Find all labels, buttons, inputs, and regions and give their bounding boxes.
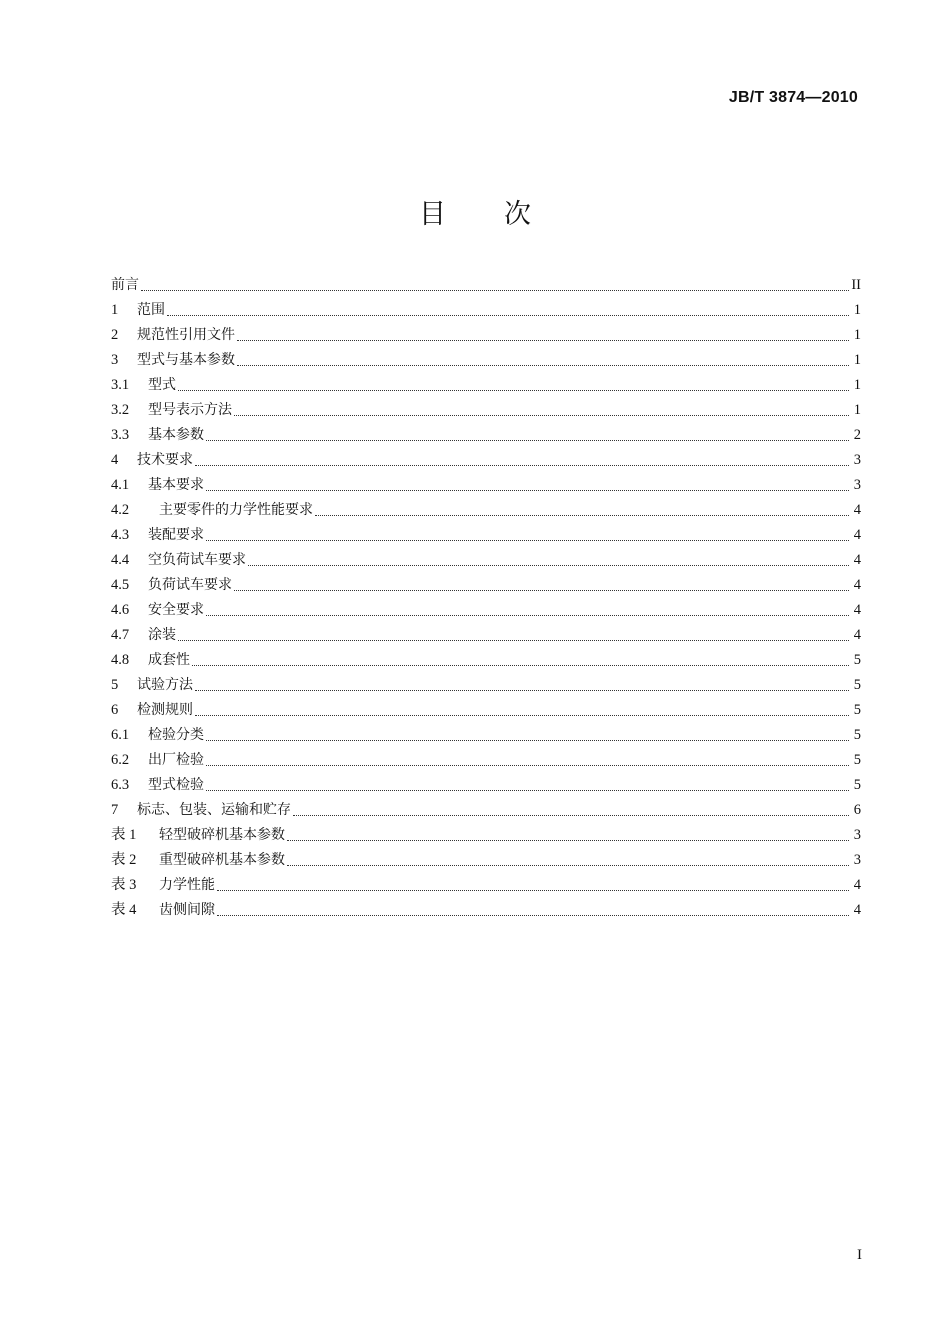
toc-entry-number: 1: [111, 302, 119, 318]
toc-entry[interactable]: [111, 848, 861, 873]
dot-leader: [293, 814, 849, 816]
toc-entry-number: 4.8: [111, 652, 130, 668]
toc-entry-number: 4.4: [111, 552, 130, 568]
dot-leader: [217, 914, 849, 916]
toc-entry[interactable]: [111, 523, 861, 548]
toc-entry[interactable]: [111, 273, 861, 298]
toc-entry-number: 6.1: [111, 727, 130, 743]
dot-leader: [178, 389, 849, 391]
dot-leader: [206, 489, 849, 491]
toc-entry-page: 3: [853, 477, 861, 493]
toc-entry-page: 4: [853, 502, 861, 518]
toc-entry-page: 2: [853, 427, 861, 443]
page-number: I: [857, 1247, 862, 1263]
dot-leader: [167, 314, 849, 316]
toc-entry[interactable]: [111, 573, 861, 598]
toc-entry-page: 6: [853, 802, 861, 818]
toc-entry-label: 轻型破碎机基本参数: [159, 827, 285, 843]
toc-entry[interactable]: [111, 323, 861, 348]
toc-entry-label: 空负荷试车要求: [148, 552, 246, 568]
toc-entry-label: 范围: [137, 302, 165, 318]
toc-entry-page: 4: [853, 877, 861, 893]
toc-entry-label: 标志、包装、运输和贮存: [137, 802, 291, 818]
toc-entry-label: 安全要求: [148, 602, 204, 618]
toc-entry[interactable]: [111, 448, 861, 473]
dot-leader: [206, 764, 849, 766]
toc-entry-label: 重型破碎机基本参数: [159, 852, 285, 868]
toc-entry-page: 5: [853, 727, 861, 743]
dot-leader: [237, 339, 849, 341]
toc-entry-page: 4: [853, 577, 861, 593]
toc-entry-label: 涂装: [148, 627, 176, 643]
toc-entry[interactable]: [111, 648, 861, 673]
toc-entry[interactable]: [111, 348, 861, 373]
toc-entry-label: 前言: [111, 277, 139, 293]
dot-leader: [234, 414, 849, 416]
toc-entry-page: 5: [853, 702, 861, 718]
toc-entry-page: 3: [853, 852, 861, 868]
toc-entry-number: 4.3: [111, 527, 130, 543]
dot-leader: [206, 614, 849, 616]
dot-leader: [248, 564, 849, 566]
toc-entry-number: 5: [111, 677, 119, 693]
toc-entry[interactable]: [111, 798, 861, 823]
toc-entry-page: 3: [853, 827, 861, 843]
toc-entry-label: 技术要求: [137, 452, 193, 468]
toc-entry-page: 1: [853, 302, 861, 318]
toc-entry-page: 1: [853, 352, 861, 368]
toc-entry-label: 型号表示方法: [148, 402, 232, 418]
toc-entry-label: 装配要求: [148, 527, 204, 543]
toc-entry[interactable]: [111, 748, 861, 773]
toc-entry[interactable]: [111, 598, 861, 623]
toc-entry-number: 6: [111, 702, 119, 718]
toc-entry-label: 基本要求: [148, 477, 204, 493]
toc-entry-number: 6.3: [111, 777, 130, 793]
toc-entry-label: 主要零件的力学性能要求: [159, 502, 313, 518]
toc-entry-label: 齿侧间隙: [159, 902, 215, 918]
dot-leader: [192, 664, 849, 666]
dot-leader: [195, 464, 849, 466]
toc-entry-page: 4: [853, 527, 861, 543]
toc-entry-label: 型式: [148, 377, 176, 393]
toc-entry-number: 3: [111, 352, 119, 368]
dot-leader: [234, 589, 849, 591]
toc-entry-page: 1: [853, 402, 861, 418]
toc-entry-label: 型式检验: [148, 777, 204, 793]
toc-entry-number: 4.2: [111, 502, 130, 518]
toc-entry[interactable]: [111, 898, 861, 923]
document-code: JB/T 3874—2010: [728, 89, 858, 106]
toc-entry[interactable]: [111, 723, 861, 748]
dot-leader: [206, 539, 849, 541]
toc-entry[interactable]: [111, 623, 861, 648]
toc-entry-label: 基本参数: [148, 427, 204, 443]
toc-entry-page: 4: [853, 602, 861, 618]
toc-entry-label: 试验方法: [137, 677, 193, 693]
dot-leader: [206, 789, 849, 791]
toc-entry-page: 4: [853, 902, 861, 918]
toc-entry[interactable]: [111, 473, 861, 498]
toc-entry-number: 6.2: [111, 752, 130, 768]
toc-entry-number: 3.2: [111, 402, 130, 418]
toc-entry-number: 4.6: [111, 602, 130, 618]
dot-leader: [141, 289, 849, 291]
dot-leader: [237, 364, 849, 366]
toc-entry-page: 1: [853, 377, 861, 393]
toc-entry-page: 5: [853, 677, 861, 693]
toc-entry-number: 3.1: [111, 377, 130, 393]
dot-leader: [195, 714, 849, 716]
toc-entry-number: 4: [111, 452, 119, 468]
toc-entry[interactable]: [111, 498, 861, 523]
toc-entry-number: 7: [111, 802, 119, 818]
toc-entry[interactable]: [111, 873, 861, 898]
dot-leader: [206, 739, 849, 741]
toc-entry-page: 5: [853, 652, 861, 668]
toc-entry-page: 5: [853, 777, 861, 793]
dot-leader: [217, 889, 849, 891]
toc-entry-page: 5: [853, 752, 861, 768]
table-of-contents: [111, 273, 861, 923]
toc-entry-label: 负荷试车要求: [148, 577, 232, 593]
toc-entry-page: 4: [853, 627, 861, 643]
toc-entry-page: 4: [853, 552, 861, 568]
toc-entry[interactable]: [111, 698, 861, 723]
toc-entry-number: 4.7: [111, 627, 130, 643]
dot-leader: [315, 514, 849, 516]
dot-leader: [287, 864, 849, 866]
toc-entry[interactable]: [111, 673, 861, 698]
toc-entry-label: 型式与基本参数: [137, 352, 235, 368]
toc-entry[interactable]: [111, 398, 861, 423]
dot-leader: [206, 439, 849, 441]
toc-entry-number: 2: [111, 327, 119, 343]
dot-leader: [195, 689, 849, 691]
toc-entry-number: 4.1: [111, 477, 130, 493]
toc-entry-page: II: [851, 277, 861, 293]
dot-leader: [178, 639, 849, 641]
toc-entry-number: 3.3: [111, 427, 130, 443]
toc-entry-page: 1: [853, 327, 861, 343]
toc-entry-number: 表 2: [111, 852, 137, 868]
toc-entry-page: 3: [853, 452, 861, 468]
toc-entry-label: 检验分类: [148, 727, 204, 743]
toc-entry-number: 表 1: [111, 827, 137, 843]
toc-entry[interactable]: [111, 298, 861, 323]
toc-entry[interactable]: [111, 423, 861, 448]
toc-entry[interactable]: [111, 823, 861, 848]
toc-entry-label: 出厂检验: [148, 752, 204, 768]
dot-leader: [287, 839, 849, 841]
toc-entry-number: 表 4: [111, 902, 137, 918]
toc-entry[interactable]: [111, 773, 861, 798]
toc-entry-label: 检测规则: [137, 702, 193, 718]
toc-entry-label: 规范性引用文件: [137, 327, 235, 343]
toc-entry-number: 表 3: [111, 877, 137, 893]
toc-entry[interactable]: [111, 548, 861, 573]
toc-entry-number: 4.5: [111, 577, 130, 593]
toc-entry-label: 力学性能: [159, 877, 215, 893]
toc-entry-label: 成套性: [148, 652, 190, 668]
toc-entry[interactable]: [111, 373, 861, 398]
toc-title: 目次: [419, 199, 589, 230]
